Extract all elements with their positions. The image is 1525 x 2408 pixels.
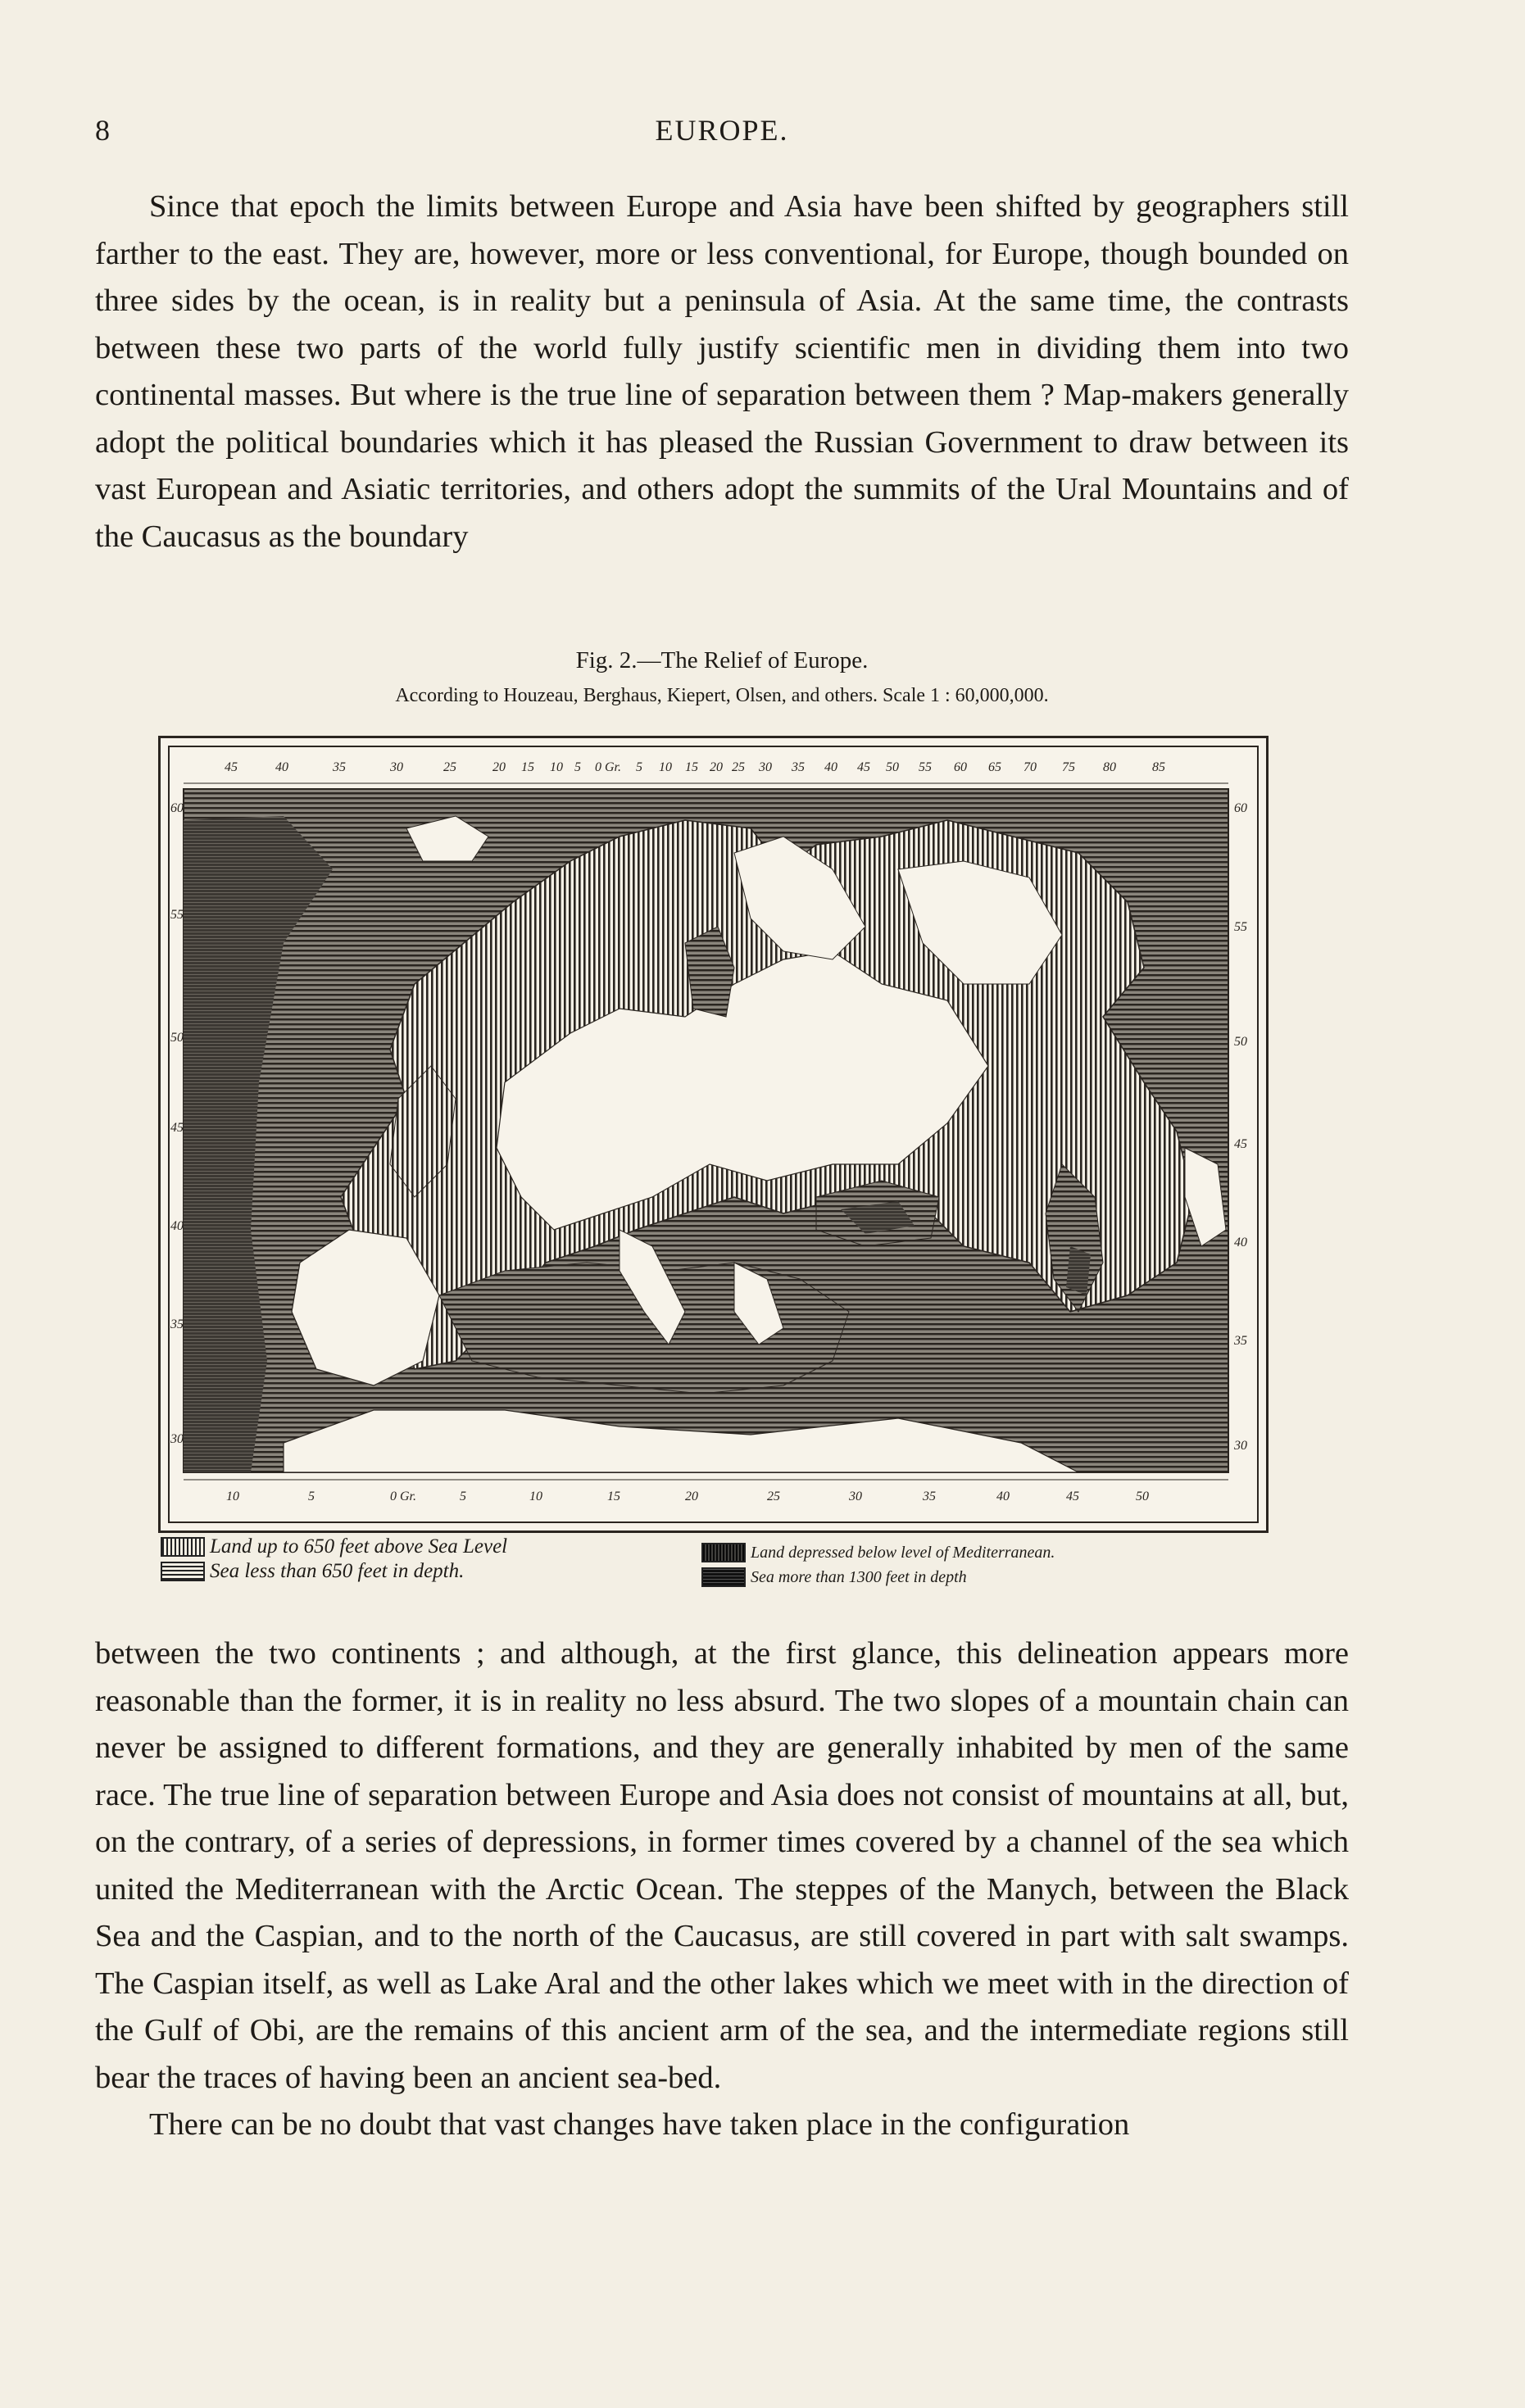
top-scale-label: 15 [521,760,534,774]
running-head: EUROPE. [655,114,789,147]
top-scale-label: 70 [1023,760,1037,774]
top-scale-label: 50 [886,760,899,774]
left-lat-label: 30 [170,1432,184,1446]
paragraph: Since that epoch the limits between Europe and Asia have been shifted by geographers still farther to the east. They are, however, more or less conventional, for Europe, though bounded on three sides by the ocean, is in reality but a peninsula of Asia. At the same time, the contrasts between these two parts of the world fully justify scientific men in dividing them into two continental masses. But where is the true line of separation between them ? Map-makers generally adopt the political boundaries which it has pleased the Russian Government to draw between its vast European and Asiatic territories, and others adopt the summits of the Ural Mountains and of the Caucasus as the boundary [95,189,1349,554]
top-scale-label: 45 [857,760,870,774]
figure-caption: Fig. 2.—The Relief of Europe. [575,647,869,673]
left-lat-label: 50 [170,1031,184,1045]
left-lat-label: 40 [170,1219,184,1233]
right-lat-label: 55 [1234,920,1247,934]
paragraph: between the two continents ; and although, at the first glance, this delineation appears more reasonable than the former, it is in reality no less absurd. The two slopes of a mountain chain can never be assigned to different formations, and they are generally inhabited by men of the same race. The true line of separation between Europe and Asia does not consist of mountains at all, but, on the contrary, of a series of depressions, in former times covered by a channel of the sea which united the Mediterranean with the Arctic Ocean. The steppes of the Manych, between the Black Sea and the Caspian, and to the north of the Caucasus, are still covered in part with salt swamps. The Caspian itself, as well as Lake Aral and the other lakes which we meet with in the direction of the Gulf of Obi, are the remains of this ancient arm of the sea, and the intermediate regions still bear the traces of having been an ancient sea-bed. [95,1636,1349,2095]
left-lat-label: 35 [170,1317,184,1331]
top-scale-label: 0 Gr. [595,760,622,774]
top-scale-label: 10 [659,760,672,774]
right-lat-label: 35 [1234,1334,1247,1348]
top-scale-label: 35 [333,760,346,774]
top-scale-label: 20 [492,760,506,774]
right-lat-label: 40 [1234,1236,1247,1249]
top-scale-label: 25 [443,760,456,774]
legend-swatch [161,1537,205,1557]
top-scale-label: 85 [1152,760,1165,774]
top-scale-label: 65 [988,760,1001,774]
legend-swatch [701,1567,746,1587]
top-scale-label: 40 [824,760,837,774]
paragraph: There can be no doubt that vast changes have taken place in the configuration [149,2107,1130,2142]
bottom-scale-label: 25 [767,1490,780,1503]
bottom-scale-label: 0 Gr. [390,1490,417,1503]
caspian-deep [1066,1246,1091,1295]
right-lat-label: 60 [1234,801,1247,815]
left-lat-label: 60 [170,801,184,815]
left-lat-label: 45 [170,1121,184,1135]
page-number: 8 [95,114,110,147]
legend-label: Land depressed below level of Mediterranean. [751,1543,1055,1562]
top-scale-label: 5 [636,760,642,774]
bottom-scale-label: 35 [923,1490,936,1503]
top-scale-label: 55 [919,760,932,774]
map-legend-right [701,1540,1055,1589]
top-scale-label: 20 [710,760,723,774]
legend-label: Sea less than 650 feet in depth. [210,1560,465,1582]
top-scale-label: 30 [390,760,403,774]
legend-item [701,1565,1055,1589]
top-scale-label: 60 [954,760,967,774]
top-scale-label: 30 [759,760,772,774]
bottom-scale-label: 5 [308,1490,315,1503]
top-scale-label: 35 [792,760,805,774]
bottom-scale-label: 45 [1066,1490,1079,1503]
legend-swatch [161,1562,205,1581]
top-scale-label: 10 [550,760,563,774]
bottom-scale-label: 15 [607,1490,620,1503]
bottom-scale-label: 10 [529,1490,542,1503]
bottom-scale-label: 50 [1136,1490,1149,1503]
bottom-scale-label: 10 [226,1490,239,1503]
legend-item [161,1535,507,1559]
right-lat-label: 45 [1234,1137,1247,1151]
right-lat-label: 30 [1234,1439,1247,1453]
top-scale-label: 25 [732,760,745,774]
figure-subcaption: According to Houzeau, Berghaus, Kiepert, Olsen, and others. Scale 1 : 60,000,000. [395,685,1049,706]
legend-label: Sea more than 1300 feet in depth [751,1567,967,1586]
legend-item [701,1540,1055,1565]
relief-map-drawing [161,738,1266,1531]
legend-swatch [701,1543,746,1562]
top-scale-label: 15 [685,760,698,774]
top-scale-label: 5 [574,760,581,774]
bottom-scale-label: 20 [685,1490,698,1503]
top-scale-label: 80 [1103,760,1116,774]
body-text-top [95,184,1349,560]
top-scale-label: 40 [275,760,288,774]
right-lat-label: 50 [1234,1035,1247,1049]
bottom-scale-label: 30 [849,1490,862,1503]
page-header [95,113,1349,154]
left-lat-label: 55 [170,908,184,922]
legend-item [161,1559,507,1584]
relief-map [158,736,1269,1533]
bottom-scale-label: 5 [460,1490,466,1503]
legend-label: Land up to 650 feet above Sea Level [210,1535,508,1558]
top-scale-label: 75 [1062,760,1075,774]
map-legend-left [161,1535,507,1584]
bottom-scale-label: 40 [996,1490,1010,1503]
top-scale-label: 45 [225,760,238,774]
body-text-bottom [95,1630,1349,2149]
